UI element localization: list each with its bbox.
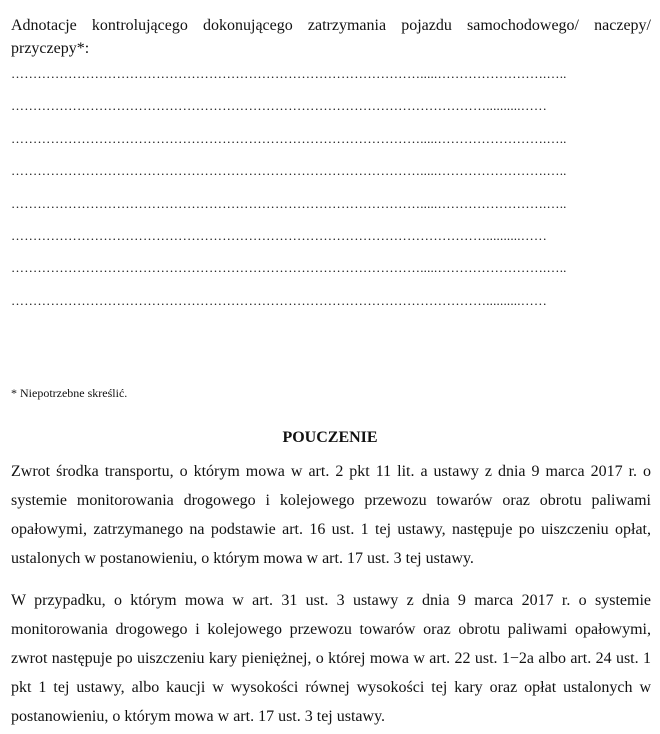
dotted-line-4: ………………………………………………………………………………….....…………………….….. xyxy=(11,164,567,178)
dotted-line-1: ………………………………………………………………………………….....…………………….….. xyxy=(11,67,567,81)
instruction-title: POUCZENIE xyxy=(282,429,378,446)
footnote: * Niepotrzebne skreślić. xyxy=(11,386,128,400)
dotted-line-3: ………………………………………………………………………………….....…………………….….. xyxy=(11,132,567,146)
instruction-paragraph-2: W przypadku, o którym mowa w art. 31 ust. 3 ustawy z dnia 9 marca 2017 r. o systemie monitorowania drogowego i kolejowego przewozu towarów oraz obrotu paliwami opałowymi, zwrot następuje po uiszczeniu kary pieniężnej, o której mowa w art. 22 ust. 1−2a albo art. 24 ust. 1 pkt 1 tej ustawy, albo kaucji w wysokości równej wysokości tej kary oraz opłat ustalonych w postanowieniu, o którym mowa w art. 17 ust. 3 tej ustawy. xyxy=(11,592,651,725)
dotted-line-2: ………………………………………………………………………………………………..........…… xyxy=(11,99,548,113)
dotted-line-8: ………………………………………………………………………………………………..........…… xyxy=(11,294,548,308)
instruction-paragraph-1: Zwrot środka transportu, o którym mowa w art. 2 pkt 11 lit. a ustawy z dnia 9 marca 2017 r. o systemie monitorowania drogowego i kolejowego przewozu towarów oraz obrotu paliwami opałowymi, zatrzymanego na podstawie art. 16 ust. 1 tej ustawy, następuje po uiszczeniu opłat, ustalonych w postanowieniu, o którym mowa w art. 17 ust. 3 tej ustawy. xyxy=(11,463,651,567)
annotation-heading: Adnotacje kontrolującego dokonującego zatrzymania pojazdu samochodowego/ naczepy/ przyczepy*: xyxy=(11,17,651,57)
dotted-line-7: ………………………………………………………………………………….....…………………….….. xyxy=(11,261,567,275)
dotted-line-6: ………………………………………………………………………………………………..........…… xyxy=(11,229,548,243)
dotted-line-5: ………………………………………………………………………………….....…………………….….. xyxy=(11,197,567,211)
